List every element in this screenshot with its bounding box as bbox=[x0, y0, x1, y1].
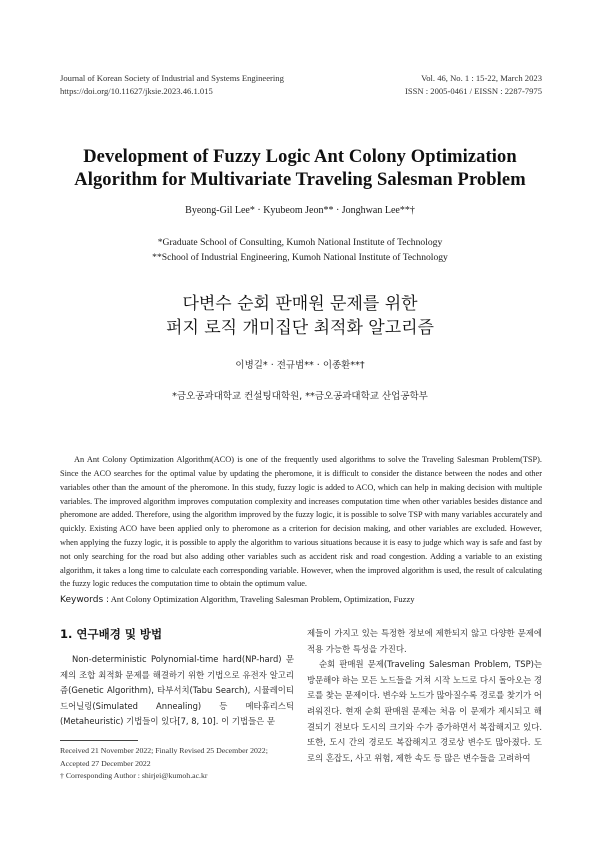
left-column bbox=[60, 626, 294, 730]
volume-header bbox=[405, 72, 542, 98]
korean-title bbox=[0, 292, 600, 340]
footnotes bbox=[60, 745, 300, 783]
english-title bbox=[0, 146, 600, 192]
received-date: Received 21 November 2022; Finally Revised 25 December 2022; bbox=[60, 746, 268, 755]
korean-affiliations: *금오공과대학교 컨설팅대학원, **금오공과대학교 산업공학부 bbox=[172, 391, 428, 402]
section-1-right-paragraph-2: 순회 판매원 문제(Traveling Salesman Problem, TSP)는 방문해야 하는 모든 노드들을 거쳐 시작 노드로 다시 돌아오는 경로를 찾는 문제이다. 변수와 노드가 많아질수록 경로를 찾기가 어려워진다. 현재 순회 판매원 문제는 처음 이 문제가 제시되고 해결되기 전보다 도시의 크기와 수가 증가하면서 복잡해지고 있다. 또한, 도시 간의 경로도 복잡해지고 경로상 변수도 많아졌다. 도로의 혼잡도, 사고 위험, 제한 속도 등 많은 변수들을 고려하여 bbox=[307, 659, 542, 763]
journal-name: Journal of Korean Society of Industrial and Systems Engineering bbox=[60, 73, 284, 83]
english-title-line-2: Algorithm for Multivariate Traveling Salesman Problem bbox=[74, 170, 526, 190]
english-affiliation-2: **School of Industrial Engineering, Kumoh National Institute of Technology bbox=[152, 251, 448, 263]
keywords-text: Ant Colony Optimization Algorithm, Traveling Salesman Problem, Optimization, Fuzzy bbox=[110, 594, 415, 604]
korean-authors: 이병길* · 전규범** · 이종환**† bbox=[235, 360, 365, 371]
abstract: An Ant Colony Optimization Algorithm(ACO) is one of the frequently used algorithms to solve the Traveling Salesman Problem(TSP). Since the ACO searches for the optimal value by updating the pheromone, it is difficult to consider the distance between the nodes and other variables other than the amount of the pheromone. In this study, fuzzy logic is added to ACO, which can help in making decision with multiple variables. The improved algorithm improves computation complexity and increases computation time when other variables besides distance and pheromone are added. Therefore, using the algorithm improved by the fuzzy logic, it is possible to solve TSP with many variables accurately and quickly. Existing ACO have been applied only to pheromone as a criterion for decision making, and other variables are excluded. However, when applying the fuzzy logic, it is possible to apply the algorithm to various situations because it is easy to judge which way is safe and fast by not only searching for the road but also adding other variables such as accident risk and road congestion. Adding a variable to an existing algorithm, it takes a long time to calculate each corresponding variable. However, when the improved algorithm is used, the result of calculating the fuzzy logic reduces the computation time to obtain the optimum value. bbox=[60, 455, 542, 589]
right-column bbox=[307, 626, 542, 766]
accepted-date: Accepted 27 December 2022 bbox=[60, 758, 151, 768]
section-1-left-paragraph: Non-deterministic Polynomial-time hard(NP-hard) 문제의 조합 최적화 문제를 해결하기 위한 기법으로 유전자 알고리즘(Genetic Algorithm), 타부서치(Tabu Search), 시뮬레이티드어닐링(Simulated Annealing) 등 메타휴리스틱(Metaheuristic) 기법들이 있다[7, 8, 10]. 이 기법들은 문 bbox=[60, 654, 294, 727]
keywords-label: Keywords : bbox=[60, 595, 110, 605]
korean-title-line-1: 다변수 순회 판매원 문제를 위한 bbox=[182, 294, 418, 314]
korean-title-line-2: 퍼지 로직 개미집단 최적화 알고리즘 bbox=[166, 318, 434, 338]
doi-link[interactable]: https://doi.org/10.11627/jksie.2023.46.1.015 bbox=[60, 86, 213, 96]
english-title-line-1: Development of Fuzzy Logic Ant Colony Optimization bbox=[83, 147, 517, 167]
corresponding-author: † Corresponding Author : shirjei@kumoh.ac.kr bbox=[60, 771, 208, 780]
keywords bbox=[60, 594, 542, 605]
footnote-divider bbox=[60, 740, 138, 741]
section-1-right-paragraph-1: 제들이 가지고 있는 특정한 정보에 제한되지 않고 다양한 문제에 적용 가능한 특성을 가진다. bbox=[307, 628, 542, 654]
issn-info: ISSN : 2005-0461 / EISSN : 2287-7975 bbox=[404, 86, 542, 96]
section-1-title: 1. 연구배경 및 방법 bbox=[60, 627, 163, 641]
volume-info: Vol. 46, No. 1 : 15-22, March 2023 bbox=[421, 73, 542, 83]
english-authors: Byeong-Gil Lee* · Kyubeom Jeon** · Jonghwan Lee**† bbox=[185, 205, 415, 216]
english-affiliations bbox=[0, 236, 600, 265]
english-affiliation-1: *Graduate School of Consulting, Kumoh National Institute of Technology bbox=[157, 237, 443, 248]
journal-header bbox=[60, 72, 284, 98]
